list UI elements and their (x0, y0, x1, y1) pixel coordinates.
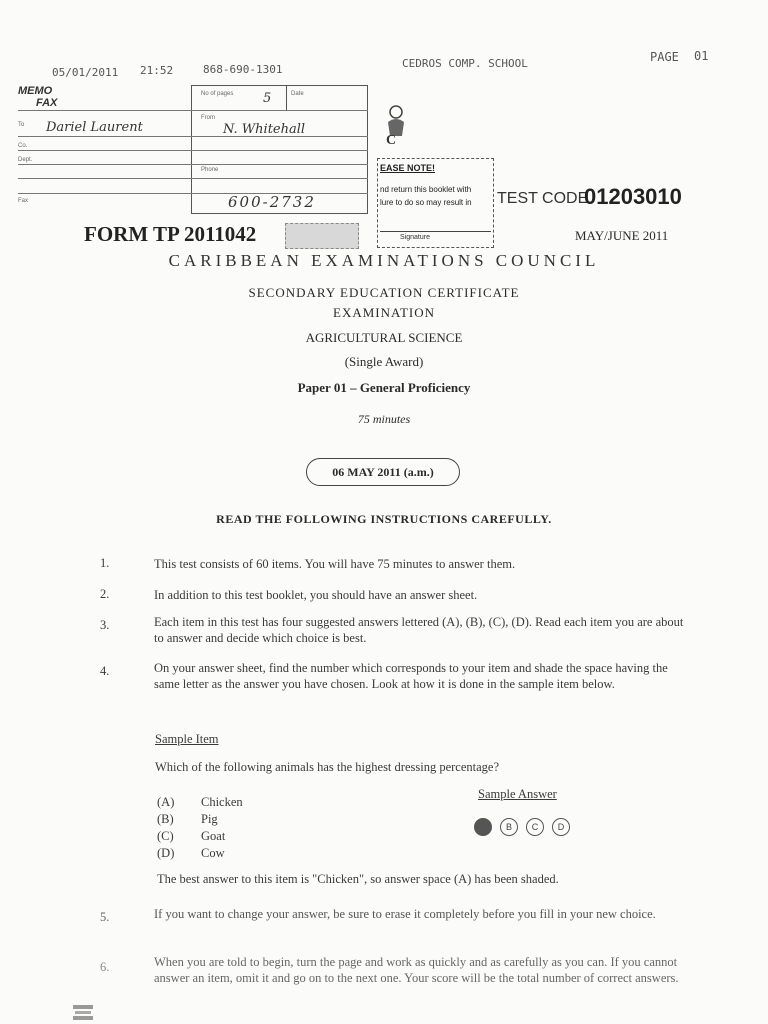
option-d: (D) Cow (157, 846, 225, 860)
option-a: (A) Chicken (157, 795, 243, 809)
instruction-5-text: If you want to change your answer, be sure to erase it completely before you fill in your new choice. (154, 907, 656, 921)
instructions-heading: READ THE FOLLOWING INSTRUCTIONS CAREFULLY. (216, 512, 552, 526)
pages-value: 5 (263, 91, 272, 106)
phone-label: Phone (201, 167, 219, 173)
exam-date: 06 MAY 2011 (a.m.) (332, 465, 434, 479)
option-b: (B) Pig (157, 812, 218, 826)
option-c: (C) Goat (157, 829, 226, 843)
sample-answer-heading: Sample Answer (478, 787, 557, 801)
fax-time: 21:52 (140, 64, 174, 77)
fax-page-label: PAGE (650, 50, 679, 64)
instruction-2-number: 2. (100, 587, 110, 601)
fax-sender: CEDROS COMP. SCHOOL (402, 57, 528, 70)
note-title: EASE NOTE! (380, 163, 436, 173)
exam-line-2: EXAMINATION (333, 305, 435, 320)
test-code-label: TEST CODE (497, 190, 589, 207)
from-label: From (201, 115, 215, 121)
signature-label: Signature (400, 234, 430, 241)
to-label: To (18, 122, 25, 128)
answer-bubbles (474, 818, 584, 838)
memo-divider (286, 85, 287, 110)
council-name: CARIBBEAN EXAMINATIONS COUNCIL (168, 251, 600, 270)
instruction-5-number: 5. (100, 910, 110, 924)
fax-page-number: 01 (694, 49, 709, 63)
bubble-b: B (500, 818, 518, 836)
instruction-4-number: 4. (100, 664, 110, 678)
exam-line-1: SECONDARY EDUCATION CERTIFICATE (248, 285, 520, 300)
svg-text:C: C (386, 133, 397, 148)
barcode-icon (73, 1005, 93, 1021)
instruction-1-text: This test consists of 60 items. You will have 75 minutes to answer them. (154, 557, 516, 571)
fax-value: 600-2732 (228, 193, 316, 211)
memo-logo (18, 85, 57, 109)
note-line-1: nd return this booklet with (380, 185, 472, 194)
note-line-2: lure to do so may result in (380, 198, 472, 207)
paper: Paper 01 – General Proficiency (297, 380, 471, 395)
redacted-stamp (285, 223, 359, 249)
fax-date: 05/01/2011 (52, 66, 119, 79)
session: MAY/JUNE 2011 (575, 228, 669, 243)
test-code: 01203010 (584, 184, 682, 209)
dept-label: Dept. (18, 157, 33, 163)
pages-label: No of pages (201, 91, 234, 97)
please-note-box (377, 158, 494, 248)
award: (Single Award) (344, 354, 424, 369)
council-emblem-icon (378, 100, 418, 150)
to-value: Dariel Laurent (46, 120, 143, 135)
bubble-d: D (552, 818, 570, 836)
fax-cover-form (18, 85, 368, 212)
memo-logo-line2: FAX (36, 97, 58, 109)
instruction-3-text: Each item in this test has four suggested answers lettered (A), (B), (C), (D). Read each item you are about to answer and decide which choice is best. (154, 615, 684, 645)
bubble-c: C (526, 818, 544, 836)
date-label: Date (291, 91, 304, 97)
instruction-4-text: On your answer sheet, find the number which corresponds to your item and shade the space having the same letter as the answer you have chosen. Look at how it is done in the sample item below. (154, 661, 668, 691)
sample-question: Which of the following animals has the highest dressing percentage? (155, 760, 499, 774)
subject: AGRICULTURAL SCIENCE (305, 330, 463, 345)
instruction-6-number: 6. (100, 960, 110, 974)
exam-date-badge (306, 458, 460, 486)
co-label: Co. (18, 143, 28, 149)
fax-phone: 868-690-1301 (203, 63, 283, 76)
instruction-1-number: 1. (100, 556, 110, 570)
instruction-6-text: When you are told to begin, turn the page and work as quickly and as carefully as you can. If you cannot answer an item, omit it and go on to the next one. Your score will be the total number of correct answers. (154, 955, 679, 985)
bubble-a-shaded: A (474, 818, 492, 836)
instruction-2-text: In addition to this test booklet, you should have an answer sheet. (154, 588, 478, 602)
fax-label: Fax (18, 198, 29, 204)
duration: 75 minutes (357, 412, 411, 426)
from-value: N. Whitehall (223, 122, 306, 137)
form-id: FORM TP 2011042 (84, 222, 257, 246)
instruction-3-number: 3. (100, 618, 110, 632)
memo-logo-line1: MEMO (18, 85, 53, 97)
sample-heading: Sample Item (155, 732, 219, 746)
sample-explanation: The best answer to this item is "Chicken", so answer space (A) has been shaded. (157, 872, 559, 886)
sample-options (157, 794, 243, 862)
